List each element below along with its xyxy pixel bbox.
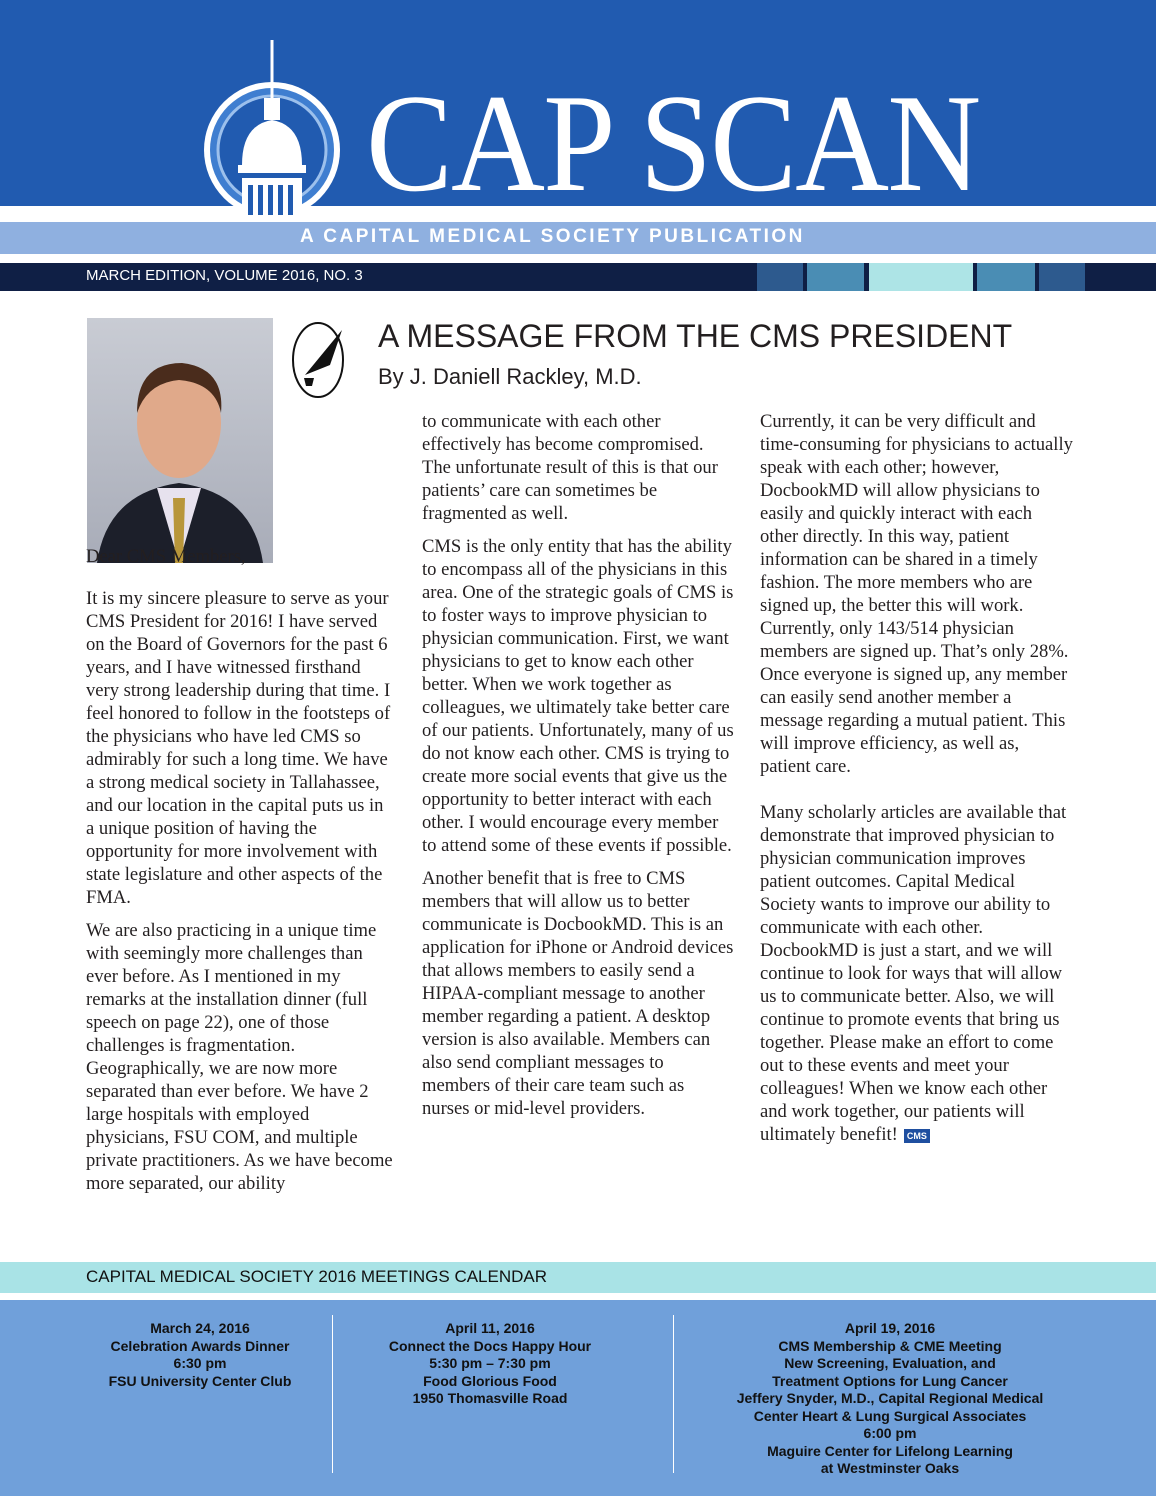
decor-square — [869, 263, 973, 291]
paragraph: CMS is the only entity that has the ability to encompass all of the physicians in this area. One of the strategic goals of CMS is to foster ways to improve physician to physician communication. First, we want physicians to get to know each other better. When we work together as colleagues, we ultimately take better care of our patients. Unfortunately, many of us do not know each other. CMS is trying to create more social events that give us the opportunity to better interact with each other. I would encourage every member to attend some of these events if possible. — [422, 536, 734, 856]
paragraph: We are also practicing in a unique time with seemingly more challenges than ever before. As I mentioned in my remarks at the installation dinner (full speech on page 22), one of those challenges is fragmentation. Geographically, we are now more separated than ever before. We have 2 large hospitals with employed physicians, FSU COM, and multiple private practitioners. As we have become more separated, our ability — [86, 920, 393, 1194]
decor-square — [807, 263, 864, 291]
event-line: CMS Membership & CME Meeting — [778, 1337, 1002, 1354]
calendar-event — [690, 1320, 1090, 1478]
edition-label: MARCH EDITION, VOLUME 2016, NO. 3 — [86, 267, 363, 284]
capitol-dome-logo — [202, 40, 342, 225]
column-divider — [673, 1315, 674, 1473]
calendar-title: CAPITAL MEDICAL SOCIETY 2016 MEETINGS CALENDAR — [86, 1267, 548, 1286]
event-line: FSU University Center Club — [108, 1372, 292, 1389]
paragraph: It is my sincere pleasure to serve as your CMS President for 2016! I have served on the Board of Governors for the past 6 years, and I have witnessed firsthand very strong leadership during that time. I feel honored to follow in the footsteps of the physicians who have led CMS so admirably for such a long time. We have a strong medical society in Tallahassee, and our location in the capital puts us in a unique position of having the opportunity for more involvement with state legislature and other aspects of the FMA. — [86, 588, 391, 908]
event-line: New Screening, Evaluation, and — [784, 1355, 996, 1371]
event-line: Jeffery Snyder, M.D., Capital Regional Medical — [736, 1390, 1044, 1406]
quill-pen-icon — [290, 320, 350, 400]
event-line: Treatment Options for Lung Cancer — [772, 1372, 1008, 1389]
event-line: Center Heart & Lung Surgical Associates — [753, 1407, 1027, 1424]
paragraph — [760, 801, 1074, 1146]
event-line: at Westminster Oaks — [820, 1460, 960, 1476]
event-line: Connect the Docs Happy Hour — [388, 1337, 592, 1354]
decor-square — [757, 263, 803, 291]
article-byline: By J. Daniell Rackley, M.D. — [378, 364, 642, 389]
event-date: April 19, 2016 — [844, 1320, 936, 1336]
event-line: 1950 Thomasville Road — [412, 1390, 568, 1406]
paragraph: Currently, it can be very difficult and time-consuming for physicians to actually speak with each other; however, DocbookMD will allow physicians to easily and quickly interact with each other directly. In this way, patient information can be shared in a timely fashion. The more members who are signed up, the better this will work. Currently, only 143/514 physician members are signed up. That’s only 28%. Once everyone is signed up, any member can easily send another member a message regarding a mutual patient. This will improve efficiency, as well as, patient care. — [760, 411, 1073, 777]
event-line: 5:30 pm – 7:30 pm — [429, 1355, 551, 1371]
event-line: Maguire Center for Lifelong Learning — [767, 1442, 1013, 1459]
event-line: Celebration Awards Dinner — [110, 1337, 290, 1354]
calendar-event — [370, 1320, 610, 1408]
paragraph: to communicate with each other effectively has become compromised. The unfortunate result of this is that our patients’ care can sometimes be fragmented as well. — [422, 411, 718, 524]
decor-square — [1039, 263, 1085, 291]
paragraph-text: Many scholarly articles are available that demonstrate that improved physician to physician communication improves patient outcomes. Capital Medical Society wants to improve our ability to communicate with each other. DocbookMD is just a start, and we will continue to look for ways that will allow us to communicate better. Also, we will continue to promote events that bring us together. Please make an effort to come out to these events and meet your colleagues! When we know each other and work together, our patients will ultimately benefit! — [760, 802, 1067, 1145]
event-date: March 24, 2016 — [150, 1320, 250, 1336]
event-line: Food Glorious Food — [423, 1372, 557, 1389]
column-divider — [332, 1315, 333, 1473]
publication-subtitle: A CAPITAL MEDICAL SOCIETY PUBLICATION — [300, 226, 805, 247]
decor-square — [977, 263, 1035, 291]
cms-end-badge: CMS — [904, 1129, 930, 1143]
event-line: 6:30 pm — [173, 1355, 227, 1371]
article-title: A MESSAGE FROM THE CMS PRESIDENT — [378, 318, 1013, 354]
calendar-body — [0, 1300, 1156, 1496]
masthead-title: CAP SCAN — [366, 66, 980, 221]
greeting: Dear CMS Members, — [86, 546, 246, 567]
calendar-event — [90, 1320, 310, 1390]
event-line: 6:00 pm — [863, 1425, 917, 1441]
article-column-1 — [86, 545, 396, 1205]
paragraph: Another benefit that is free to CMS members that will allow us to better communicate is DocbookMD. This is an application for iPhone or Android devices that allows members to easily send a HIPAA-compliant message to another member regarding a patient. A desktop version is also available. Members can also send compliant messages to members of their care team such as nurses or mid-level providers. — [422, 868, 734, 1119]
calendar-header — [0, 1262, 1156, 1293]
event-date: April 11, 2016 — [445, 1320, 535, 1336]
president-photo — [87, 318, 273, 563]
article-column-3 — [760, 410, 1074, 1156]
article-column-2 — [422, 410, 734, 1130]
